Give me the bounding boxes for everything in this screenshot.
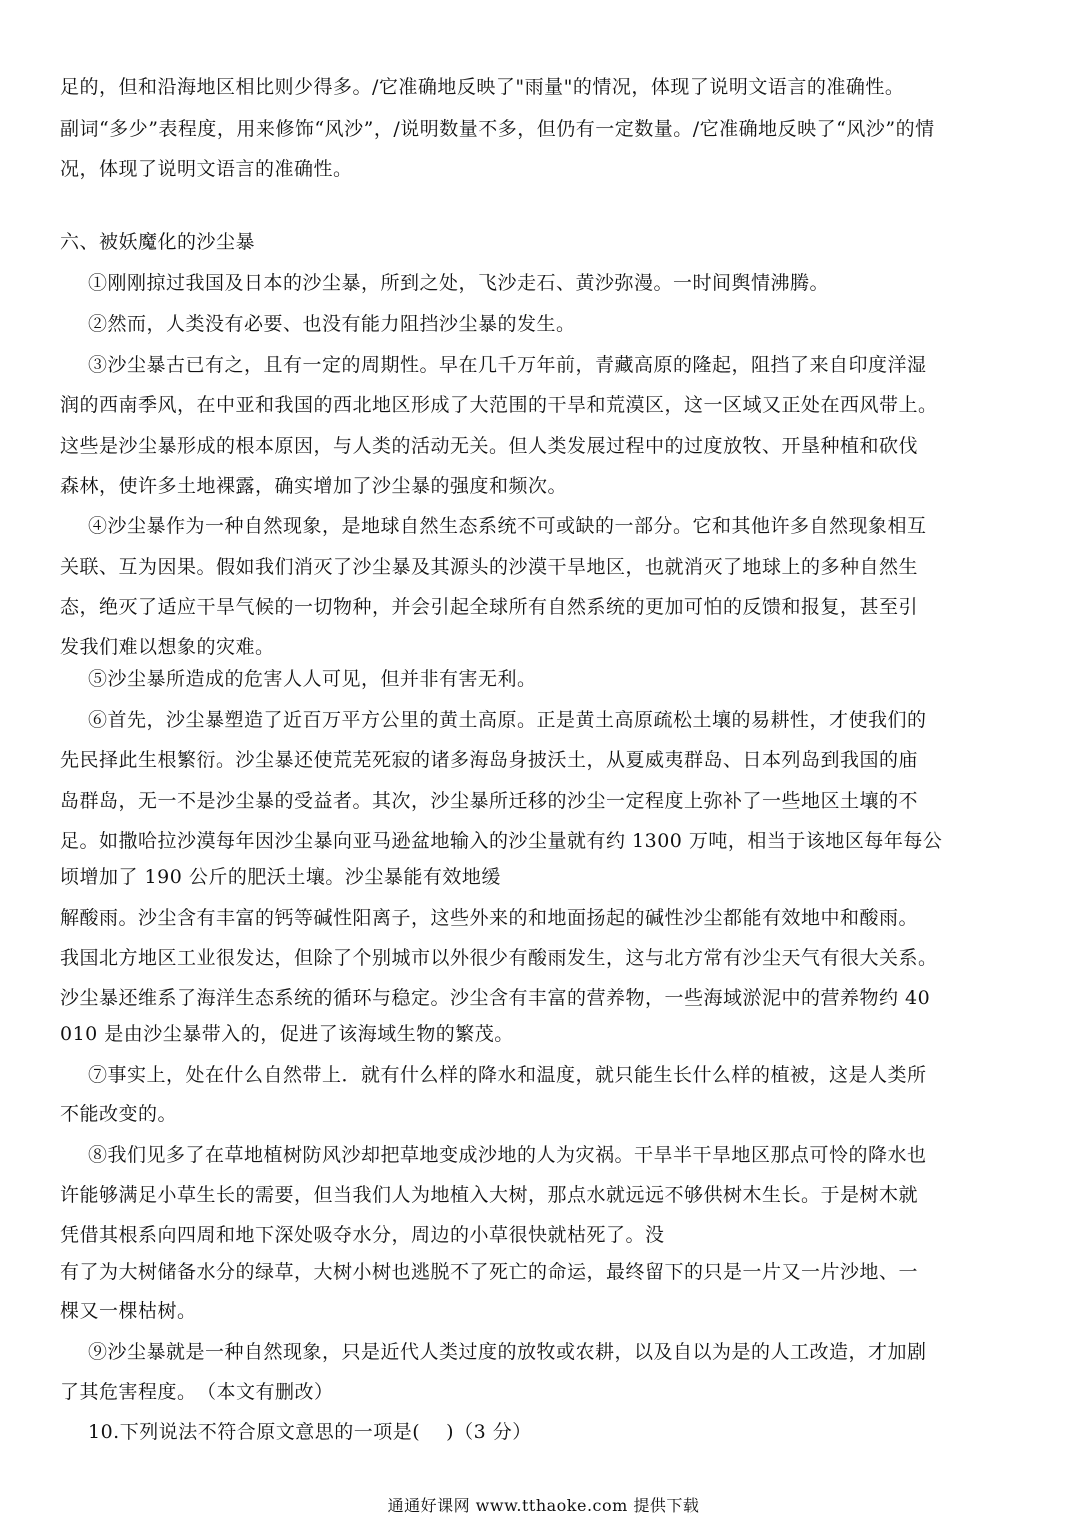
paragraph-line: 010 是由沙尘暴带入的，促进了该海域生物的繁茂。 (60, 1023, 514, 1045)
paragraph-line: ⑥首先，沙尘暴塑造了近百万平方公里的黄土高原。正是黄土高原疏松土壤的易耕性，才使我们的 (88, 709, 927, 731)
paragraph-line: 润的西南季风，在中亚和我国的西北地区形成了大范围的干旱和荒漠区，这一区域又正处在西风带上。 (60, 394, 938, 416)
paragraph-line: 态，绝灭了适应干旱气候的一切物种，并会引起全球所有自然系统的更加可怕的反馈和报复，甚至引 (60, 596, 919, 618)
paragraph-line: ⑦事实上，处在什么自然带上．就有什么样的降水和温度，就只能生长什么样的植被，这是人类所 (88, 1064, 927, 1086)
paragraph-line: ④沙尘暴作为一种自然现象，是地球自然生态系统不可或缺的一部分。它和其他许多自然现象相互 (88, 515, 927, 537)
section-heading: 六、被妖魔化的沙尘暴 (60, 231, 256, 253)
paragraph-line: 不能改变的。 (60, 1103, 178, 1125)
paragraph-line: 棵又一棵枯树。 (60, 1300, 197, 1322)
paragraph-line: ⑨沙尘暴就是一种自然现象，只是近代人类过度的放牧或农耕，以及自以为是的人工改造，才加剧 (88, 1341, 927, 1363)
paragraph-line: 凭借其根系向四周和地下深处吸夺水分，周边的小草很快就枯死了。没 (60, 1224, 665, 1246)
paragraph-line: 足。如撒哈拉沙漠每年因沙尘暴向亚马逊盆地输入的沙尘量就有约 1300 万吨，相当于该地区每年每公 (60, 830, 943, 852)
paragraph-line: 解酸雨。沙尘含有丰富的钙等碱性阳离子，这些外来的和地面扬起的碱性沙尘都能有效地中和酸雨。 (60, 907, 919, 929)
page-footer: 通通好课网 www.tthaoke.com 提供下载 (387, 1496, 700, 1515)
paragraph-line: ③沙尘暴古已有之，且有一定的周期性。早在几千万年前，青藏高原的隆起，阻挡了来自印度洋湿 (88, 354, 927, 376)
text-line: 足的，但和沿海地区相比则少得多。/它准确地反映了"雨量"的情况，体现了说明文语言的准确性。 (60, 76, 905, 98)
paragraph-line: 关联、互为因果。假如我们消灭了沙尘暴及其源头的沙漠干旱地区，也就消灭了地球上的多种自然生 (60, 556, 919, 578)
paragraph-line: ①刚刚掠过我国及日本的沙尘暴，所到之处，飞沙走石、黄沙弥漫。一时间舆情沸腾。 (88, 272, 830, 294)
paragraph-line: 有了为大树储备水分的绿草，大树小树也逃脱不了死亡的命运，最终留下的只是一片又一片沙地、一 (60, 1261, 919, 1283)
paragraph-line: 顷增加了 190 公斤的肥沃土壤。沙尘暴能有效地缓 (60, 866, 501, 888)
question-line: 10.下列说法不符合原文意思的一项是( )（3 分） (88, 1421, 532, 1443)
paragraph-line: 了其危害程度。 （本文有删改） (60, 1381, 334, 1403)
paragraph-line: 森林，使许多土地裸露，确实增加了沙尘暴的强度和频次。 (60, 475, 568, 497)
paragraph-line: 这些是沙尘暴形成的根本原因，与人类的活动无关。但人类发展过程中的过度放牧、开垦种植和砍伐 (60, 435, 919, 457)
paragraph-line: ⑤沙尘暴所造成的危害人人可见，但并非有害无利。 (88, 668, 537, 690)
paragraph-line: 许能够满足小草生长的需要，但当我们人为地植入大树，那点水就远远不够供树木生长。于是树木就 (60, 1184, 919, 1206)
paragraph-line: 我国北方地区工业很发达，但除了个别城市以外很少有酸雨发生，这与北方常有沙尘天气有很大关系。 (60, 947, 938, 969)
text-line: 副词“多少”表程度，用来修饰“风沙”，/说明数量不多，但仍有一定数量。/它准确地反映了“风沙”的情 (60, 118, 935, 140)
paragraph-line: 沙尘暴还维系了海洋生态系统的循环与稳定。沙尘含有丰富的营养物，一些海域淤泥中的营养物约 40 (60, 987, 931, 1009)
paragraph-line: 发我们难以想象的灾难。 (60, 636, 275, 658)
text-line: 况，体现了说明文语言的准确性。 (60, 158, 353, 180)
paragraph-line: ②然而，人类没有必要、也没有能力阻挡沙尘暴的发生。 (88, 313, 576, 335)
paragraph-line: 岛群岛，无一不是沙尘暴的受益者。其次，沙尘暴所迁移的沙尘一定程度上弥补了一些地区土壤的不 (60, 790, 919, 812)
paragraph-line: 先民择此生根繁衍。沙尘暴还使荒芜死寂的诸多海岛身披沃土，从夏威夷群岛、日本列岛到我国的庙 (60, 749, 919, 771)
paragraph-line: ⑧我们见多了在草地植树防风沙却把草地变成沙地的人为灾祸。干旱半干旱地区那点可怜的降水也 (88, 1144, 927, 1166)
